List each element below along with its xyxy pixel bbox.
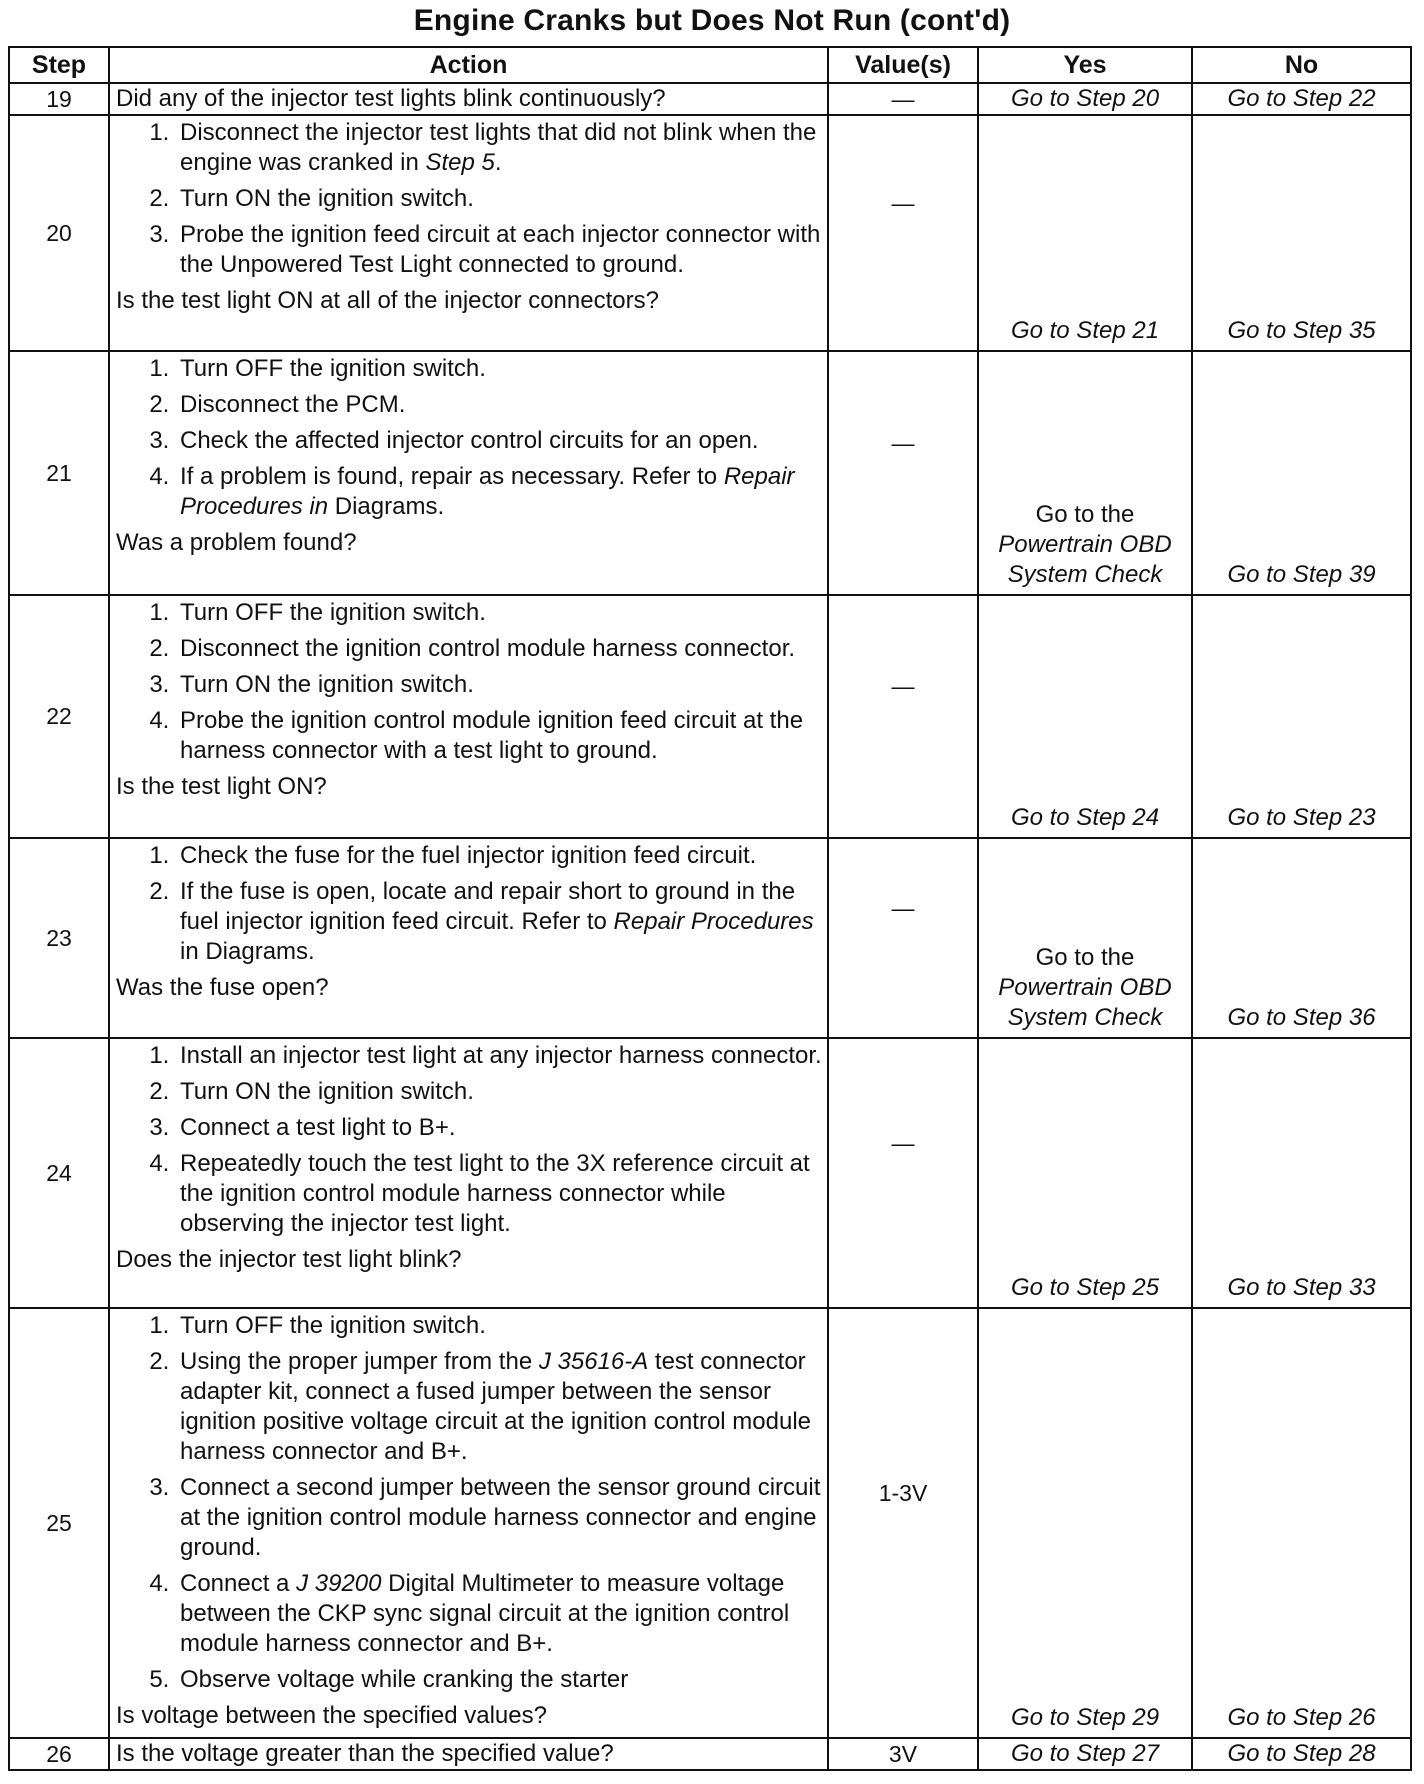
action-cell [109, 1308, 828, 1738]
header-step: Step [9, 47, 109, 83]
action-item: 3. Probe the ignition feed circuit at each injector connector with the Unpowered Test Light connected to ground. [176, 220, 823, 280]
value-cell: — [828, 351, 978, 595]
yes-result[interactable] [979, 943, 1191, 1033]
step-number: 19 [9, 83, 109, 115]
value-cell: — [828, 115, 978, 351]
yes-cell [978, 1738, 1192, 1770]
yes-link: Powertrain OBD [998, 531, 1172, 558]
action-item: 1. Install an injector test light at any injector harness connector. [176, 1041, 823, 1071]
action-item: 4. Probe the ignition control module ignition feed circuit at the harness connector with a test light to ground. [176, 706, 823, 766]
yes-link: System Check [1007, 1004, 1163, 1031]
step-number: 20 [9, 115, 109, 351]
no-result[interactable]: Go to Step 26 [1227, 1704, 1376, 1731]
header-yes: Yes [978, 47, 1192, 83]
action-item: 1. Turn OFF the ignition switch. [176, 354, 823, 384]
yes-result[interactable] [979, 500, 1191, 590]
yes-cell [978, 351, 1192, 595]
action-question: Did any of the injector test lights blink continuously? [116, 85, 666, 112]
action-cell [109, 595, 828, 838]
no-result[interactable]: Go to Step 39 [1227, 561, 1376, 588]
action-item: 4. Connect a J 39200 Digital Multimeter to measure voltage between the CKP sync signal circuit at the ignition control module harness connector and B+. [176, 1569, 823, 1659]
diagnostic-table [8, 46, 1412, 1771]
no-cell [1192, 838, 1411, 1038]
no-result[interactable]: Go to Step 23 [1227, 804, 1376, 831]
step-number: 24 [9, 1038, 109, 1308]
no-cell [1192, 1738, 1411, 1770]
no-cell [1192, 115, 1411, 351]
yes-cell [978, 838, 1192, 1038]
value-cell: — [828, 595, 978, 838]
yes-cell [978, 1038, 1192, 1308]
no-cell [1192, 1038, 1411, 1308]
no-result[interactable]: Go to Step 33 [1227, 1274, 1376, 1301]
yes-cell [978, 83, 1192, 115]
yes-result[interactable]: Go to Step 25 [1010, 1274, 1160, 1301]
table-row [9, 83, 1411, 115]
action-question: Was a problem found? [116, 529, 357, 556]
yes-result[interactable]: Go to Step 20 [1010, 85, 1160, 112]
action-list [116, 1311, 823, 1695]
action-item: 3. Turn ON the ignition switch. [176, 670, 823, 700]
yes-result[interactable]: Go to Step 21 [1010, 317, 1160, 344]
action-item: 1. Turn OFF the ignition switch. [176, 1311, 823, 1341]
yes-result[interactable]: Go to Step 29 [1010, 1704, 1160, 1731]
yes-link: System Check [1007, 561, 1163, 588]
table-row [9, 1738, 1411, 1770]
action-cell [109, 115, 828, 351]
action-cell [109, 351, 828, 595]
value-cell: 1-3V [828, 1308, 978, 1738]
action-item: 3. Check the affected injector control circuits for an open. [176, 426, 823, 456]
yes-cell [978, 1308, 1192, 1738]
action-item: 3. Connect a test light to B+. [176, 1113, 823, 1143]
step-number: 23 [9, 838, 109, 1038]
no-result[interactable]: Go to Step 22 [1227, 85, 1376, 112]
yes-cell [978, 595, 1192, 838]
value-cell: — [828, 83, 978, 115]
page-title: Engine Cranks but Does Not Run (cont'd) [413, 4, 1011, 37]
action-item: 1. Disconnect the injector test lights that did not blink when the engine was cranked in Step 5. [176, 118, 823, 178]
action-list [116, 598, 823, 766]
action-item: 2. Turn ON the ignition switch. [176, 1077, 823, 1107]
yes-cell [978, 115, 1192, 351]
table-row [9, 595, 1411, 838]
action-item: 3. Connect a second jumper between the sensor ground circuit at the ignition control module harness connector and engine ground. [176, 1473, 823, 1563]
action-list [116, 1041, 823, 1239]
action-cell [109, 838, 828, 1038]
step-number: 22 [9, 595, 109, 838]
action-question: Was the fuse open? [116, 974, 329, 1001]
action-item: 4. Repeatedly touch the test light to the 3X reference circuit at the ignition control module harness connector while observing the injector test light. [176, 1149, 823, 1239]
action-question: Is the test light ON? [116, 773, 327, 800]
value-cell: 3V [828, 1738, 978, 1770]
no-cell [1192, 83, 1411, 115]
action-item: 2. Turn ON the ignition switch. [176, 184, 823, 214]
action-cell [109, 1038, 828, 1308]
table-row [9, 1308, 1411, 1738]
value-cell: — [828, 1038, 978, 1308]
header-action: Action [109, 47, 828, 83]
step-number: 21 [9, 351, 109, 595]
yes-result[interactable]: Go to Step 24 [1010, 804, 1160, 831]
header-no: No [1192, 47, 1411, 83]
table-row [9, 115, 1411, 351]
yes-prefix: Go to the [1035, 501, 1135, 528]
action-item: 1. Turn OFF the ignition switch. [176, 598, 823, 628]
action-list [116, 841, 823, 967]
action-list [116, 354, 823, 522]
step-number: 26 [9, 1738, 109, 1770]
header-row [9, 47, 1411, 83]
no-cell [1192, 1308, 1411, 1738]
action-list [116, 118, 823, 280]
yes-prefix: Go to the [1035, 944, 1135, 971]
header-values: Value(s) [828, 47, 978, 83]
yes-link: Powertrain OBD [998, 974, 1172, 1001]
action-question: Is the test light ON at all of the injector connectors? [116, 287, 659, 314]
no-result[interactable]: Go to Step 36 [1227, 1004, 1376, 1031]
table-row [9, 351, 1411, 595]
table-row [9, 1038, 1411, 1308]
action-item: 2. Disconnect the PCM. [176, 390, 823, 420]
action-question: Is voltage between the specified values? [116, 1702, 547, 1729]
table-row [9, 838, 1411, 1038]
action-item: 2. Disconnect the ignition control module harness connector. [176, 634, 823, 664]
action-item: 5. Observe voltage while cranking the starter [176, 1665, 823, 1695]
no-result[interactable]: Go to Step 28 [1227, 1740, 1376, 1767]
value-cell: — [828, 838, 978, 1038]
yes-result[interactable]: Go to Step 27 [1010, 1740, 1160, 1767]
action-question: Is the voltage greater than the specified value? [116, 1740, 614, 1767]
no-cell [1192, 595, 1411, 838]
no-result[interactable]: Go to Step 35 [1227, 317, 1376, 344]
action-cell [109, 83, 828, 115]
step-number: 25 [9, 1308, 109, 1738]
action-question: Does the injector test light blink? [116, 1246, 462, 1273]
action-item: 2. Using the proper jumper from the J 35616-A test connector adapter kit, connect a fused jumper between the sensor ignition positive voltage circuit at the ignition control module harness connector and B+. [176, 1347, 823, 1467]
action-cell [109, 1738, 828, 1770]
action-item: 2. If the fuse is open, locate and repair short to ground in the fuel injector ignition feed circuit. Refer to Repair Procedures in Diagrams. [176, 877, 823, 967]
no-cell [1192, 351, 1411, 595]
action-item: 1. Check the fuse for the fuel injector ignition feed circuit. [176, 841, 823, 871]
action-item: 4. If a problem is found, repair as necessary. Refer to Repair Procedures in Diagrams. [176, 462, 823, 522]
